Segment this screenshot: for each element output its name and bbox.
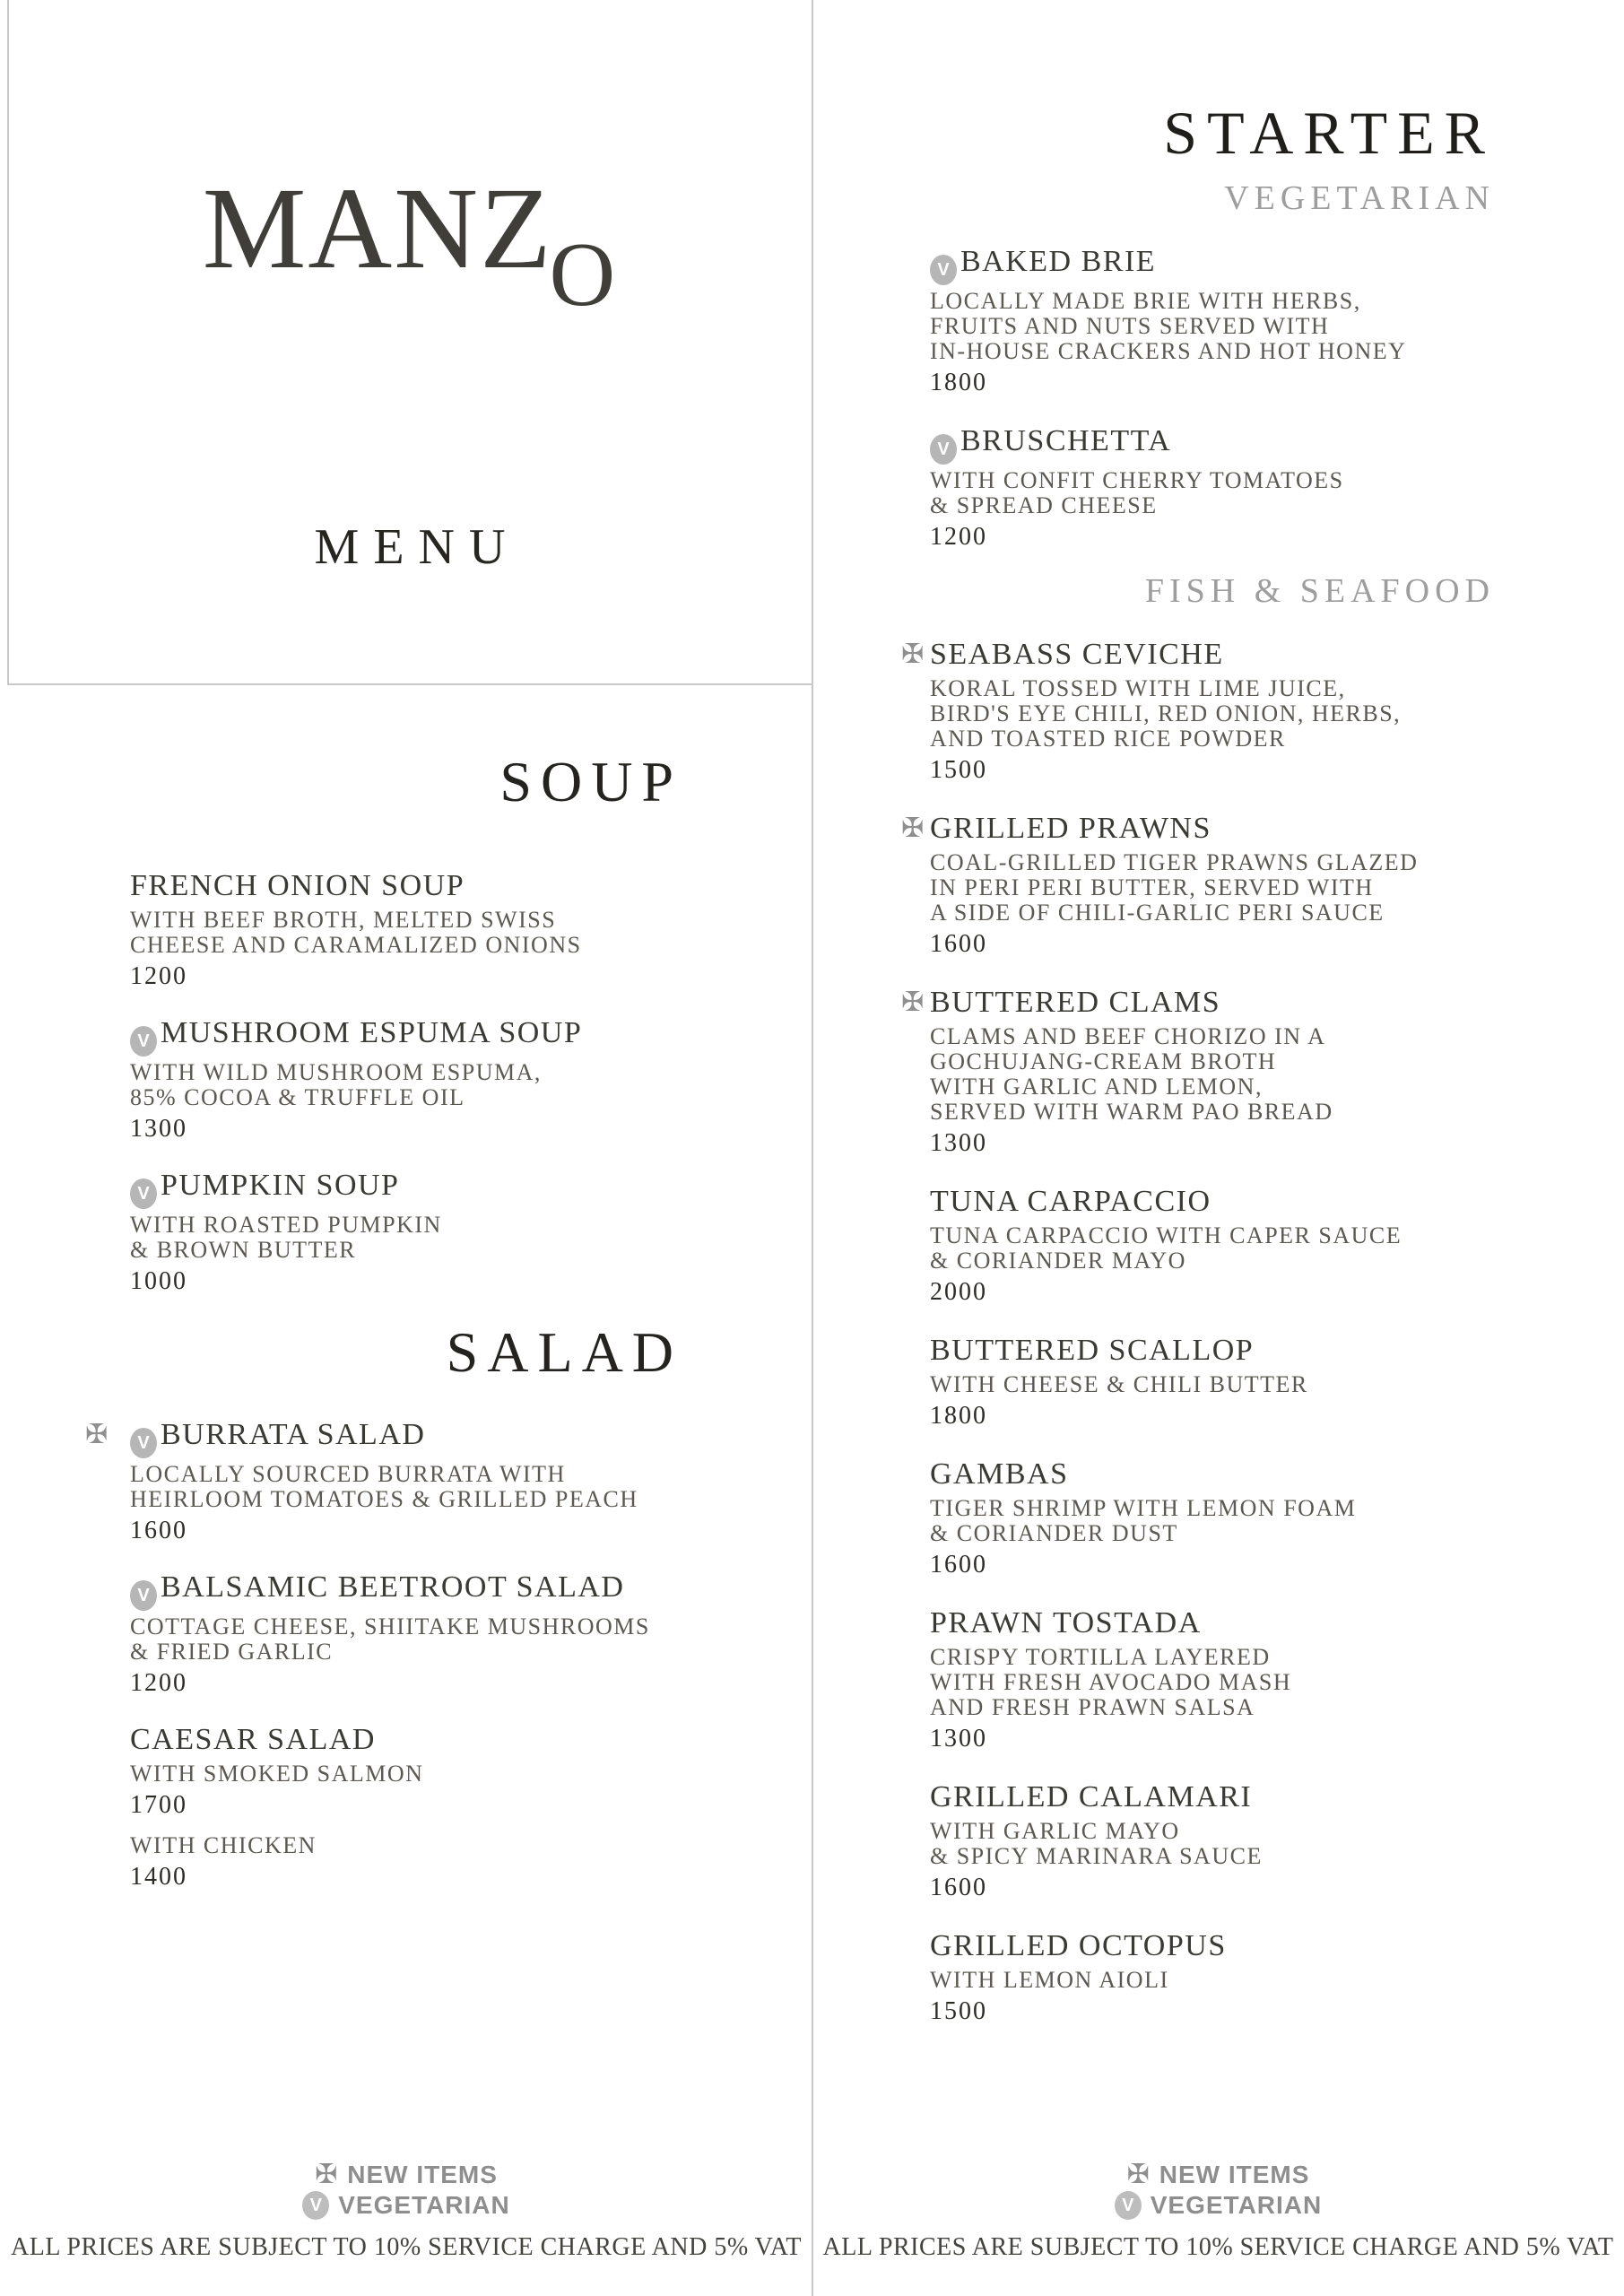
logo-o-letter: O	[549, 224, 618, 326]
item-name	[130, 1570, 682, 1611]
new-item-icon: ✠	[901, 639, 925, 670]
item-name-text: BURRATA SALAD	[161, 1418, 426, 1451]
menu-item-caesar-salad	[130, 1722, 682, 1891]
item-name-text: GRILLED PRAWNS	[930, 812, 1211, 845]
footer-left	[0, 2160, 812, 2262]
vegetarian-label: VEGETARIAN	[1150, 2191, 1323, 2219]
item-name-text: BRUSCHETTA	[960, 424, 1172, 457]
item-name	[130, 1168, 682, 1209]
menu-item-baked-brie	[930, 244, 1495, 396]
vegetarian-icon: V	[930, 434, 957, 465]
item-name	[930, 1928, 1495, 1964]
item-description-line: GOCHUJANG-CREAM BROTH	[930, 1048, 1277, 1074]
section-heading-soup: SOUP	[499, 750, 682, 813]
vegetarian-icon: V	[930, 255, 957, 285]
item-description-line: HEIRLOOM TOMATOES & GRILLED PEACH	[130, 1486, 638, 1512]
item-description-line: WITH CONFIT CHERRY TOMATOES	[930, 467, 1344, 493]
new-item-icon: ✠	[901, 987, 925, 1018]
item-name-text: FRENCH ONION SOUP	[130, 869, 465, 902]
item-description-line: KORAL TOSSED WITH LIME JUICE,	[930, 675, 1346, 701]
section-heading-salad: SALAD	[446, 1320, 682, 1384]
menu-item-buttered-scallop	[930, 1333, 1495, 1430]
item-description-line: & CORIANDER DUST	[930, 1520, 1178, 1546]
item-description-line: IN PERI PERI BUTTER, SERVED WITH	[930, 874, 1374, 900]
vegetarian-icon: V	[130, 1026, 157, 1057]
section-heading-starter: STARTER	[1163, 99, 1495, 167]
vegetarian-label: VEGETARIAN	[338, 2191, 510, 2219]
item-name-text: SEABASS CEVICHE	[930, 638, 1224, 671]
menu-item-prawn-tostada	[930, 1605, 1495, 1752]
item-description-line: LOCALLY SOURCED BURRATA WITH	[130, 1461, 566, 1487]
item-price: 1600	[930, 1874, 987, 1901]
item-price: 1300	[930, 1129, 987, 1157]
item-name-text: GRILLED OCTOPUS	[930, 1929, 1227, 1962]
item-name-text: PUMPKIN SOUP	[161, 1169, 400, 1202]
item-description-line: WITH ROASTED PUMPKIN	[130, 1212, 442, 1238]
item-description-line: CLAMS AND BEEF CHORIZO IN A	[930, 1023, 1326, 1049]
item-price: 1700	[130, 1791, 187, 1819]
vat-disclaimer: ALL PRICES ARE SUBJECT TO 10% SERVICE CHARGE AND 5% VAT	[822, 2233, 1614, 2261]
item-price: 1500	[930, 756, 987, 784]
new-items-legend	[812, 2160, 1624, 2190]
menu-item-grilled-calamari	[930, 1779, 1495, 1901]
subheading-fish-seafood: FISH & SEAFOOD	[1144, 572, 1495, 610]
item-description-line: & FRIED GARLIC	[130, 1639, 334, 1665]
new-item-icon: ✠	[901, 813, 925, 844]
item-name	[930, 1605, 1495, 1641]
new-items-label: NEW ITEMS	[347, 2161, 498, 2188]
item-description-line: TIGER SHRIMP WITH LEMON FOAM	[930, 1495, 1357, 1521]
item-price: 2000	[930, 1278, 987, 1306]
item-name	[85, 1417, 682, 1458]
item-description-line: WITH CHEESE & CHILI BUTTER	[930, 1371, 1308, 1397]
item-description-line: WITH LEMON AIOLI	[930, 1967, 1169, 1993]
item-name-text: BUTTERED SCALLOP	[930, 1334, 1255, 1367]
item-description-line: WITH GARLIC MAYO	[930, 1818, 1180, 1844]
item-name	[930, 423, 1495, 465]
item-description-line: LOCALLY MADE BRIE WITH HERBS,	[930, 288, 1361, 314]
menu-item-grilled-prawns	[901, 811, 1495, 958]
menu-item-pumpkin-soup	[130, 1168, 682, 1295]
menu-item-tuna-carpaccio	[930, 1184, 1495, 1306]
item-price: 1800	[930, 369, 987, 396]
vat-disclaimer: ALL PRICES ARE SUBJECT TO 10% SERVICE CHARGE AND 5% VAT	[11, 2233, 802, 2261]
item-description-line: WITH WILD MUSHROOM ESPUMA,	[130, 1059, 542, 1085]
item-price: 1600	[130, 1517, 187, 1544]
vegetarian-icon: V	[130, 1580, 157, 1611]
item-description-line: & BROWN BUTTER	[130, 1237, 357, 1263]
item-description-line: COAL-GRILLED TIGER PRAWNS GLAZED	[930, 849, 1419, 875]
menu-item-gambas	[930, 1457, 1495, 1578]
item-description-line: WITH SMOKED SALMON	[130, 1761, 424, 1787]
item-description-line: & CORIANDER MAYO	[930, 1248, 1186, 1274]
item-price: 1200	[130, 962, 187, 990]
item-price: 1500	[930, 1997, 987, 2025]
left-column	[85, 0, 682, 1891]
menu-item-buttered-clams	[901, 985, 1495, 1157]
item-option-price: 1400	[130, 1863, 187, 1891]
item-price: 1200	[130, 1669, 187, 1697]
item-description-line: CHEESE AND CARAMALIZED ONIONS	[130, 932, 582, 958]
item-description-line: TUNA CARPACCIO WITH CAPER SAUCE	[930, 1222, 1403, 1248]
item-name	[930, 1184, 1495, 1220]
menu-title: MENU	[314, 519, 520, 575]
new-items-label: NEW ITEMS	[1159, 2161, 1310, 2188]
item-description-line: FRUITS AND NUTS SERVED WITH	[930, 313, 1330, 339]
item-name	[930, 1779, 1495, 1815]
menu-item-bruschetta	[930, 423, 1495, 551]
item-name-text: GRILLED CALAMARI	[930, 1780, 1253, 1813]
item-description-line: CRISPY TORTILLA LAYERED	[930, 1644, 1271, 1670]
item-name	[901, 811, 1495, 847]
vegetarian-icon: V	[130, 1178, 157, 1209]
item-description-line: AND TOASTED RICE POWDER	[930, 726, 1286, 752]
menu-item-seabass-ceviche	[901, 637, 1495, 784]
item-name-text: BUTTERED CLAMS	[930, 986, 1221, 1019]
item-name	[901, 985, 1495, 1021]
item-name-text: BAKED BRIE	[960, 245, 1157, 278]
item-description-line: BIRD'S EYE CHILI, RED ONION, HERBS,	[930, 700, 1402, 726]
item-option-description: WITH CHICKEN	[130, 1832, 317, 1858]
item-description-line: A SIDE OF CHILI-GARLIC PERI SAUCE	[930, 900, 1385, 926]
menu-item-french-onion-soup	[130, 868, 682, 990]
menu-item-mushroom-espuma-soup	[130, 1015, 682, 1143]
item-name	[930, 244, 1495, 285]
item-name-text: TUNA CARPACCIO	[930, 1185, 1211, 1218]
item-price: 1300	[130, 1115, 187, 1143]
menu-item-balsamic-beetroot-salad	[130, 1570, 682, 1697]
item-description-line: IN-HOUSE CRACKERS AND HOT HONEY	[930, 338, 1407, 364]
item-description-line: & SPICY MARINARA SAUCE	[930, 1843, 1263, 1869]
item-name-text: BALSAMIC BEETROOT SALAD	[161, 1570, 625, 1604]
item-name	[930, 1457, 1495, 1492]
item-description-line: 85% COCOA & TRUFFLE OIL	[130, 1084, 465, 1110]
item-description-line: & SPREAD CHEESE	[930, 492, 1158, 518]
item-description-line: WITH BEEF BROTH, MELTED SWISS	[130, 907, 557, 933]
item-price: 1000	[130, 1267, 187, 1295]
item-name	[930, 1333, 1495, 1369]
subheading-vegetarian: VEGETARIAN	[1224, 179, 1495, 217]
item-name-text: PRAWN TOSTADA	[930, 1606, 1202, 1639]
item-name-text: CAESAR SALAD	[130, 1723, 376, 1756]
menu-item-grilled-octopus	[930, 1928, 1495, 2025]
logo-text: MANZ	[202, 164, 553, 293]
item-name	[130, 1722, 682, 1758]
item-price: 1600	[930, 930, 987, 958]
new-item-icon: ✠	[1126, 2159, 1151, 2190]
item-price: 1300	[930, 1725, 987, 1752]
vegetarian-legend	[812, 2190, 1624, 2221]
vegetarian-icon: V	[1115, 2191, 1142, 2220]
item-name-text: MUSHROOM ESPUMA SOUP	[161, 1016, 583, 1049]
new-items-legend	[0, 2160, 812, 2190]
item-description-line: COTTAGE CHEESE, SHIITAKE MUSHROOMS	[130, 1613, 650, 1639]
item-name-text: GAMBAS	[930, 1457, 1069, 1491]
item-name	[130, 1015, 682, 1057]
right-column	[901, 0, 1495, 2025]
new-item-icon: ✠	[85, 1419, 109, 1450]
item-description-line: AND FRESH PRAWN SALSA	[930, 1694, 1255, 1720]
item-description-line: WITH GARLIC AND LEMON,	[930, 1074, 1263, 1100]
item-description-line: SERVED WITH WARM PAO BREAD	[930, 1099, 1333, 1125]
new-item-icon: ✠	[315, 2159, 339, 2190]
item-price: 1800	[930, 1402, 987, 1430]
item-name	[901, 637, 1495, 673]
item-description-line: WITH FRESH AVOCADO MASH	[930, 1669, 1292, 1695]
footer-right	[812, 2160, 1624, 2262]
item-price: 1600	[930, 1551, 987, 1578]
vegetarian-icon: V	[130, 1428, 157, 1458]
vegetarian-icon: V	[302, 2191, 329, 2220]
vegetarian-legend	[0, 2190, 812, 2221]
item-price: 1200	[930, 523, 987, 551]
item-name	[130, 868, 682, 904]
menu-item-burrata-salad	[85, 1417, 682, 1544]
